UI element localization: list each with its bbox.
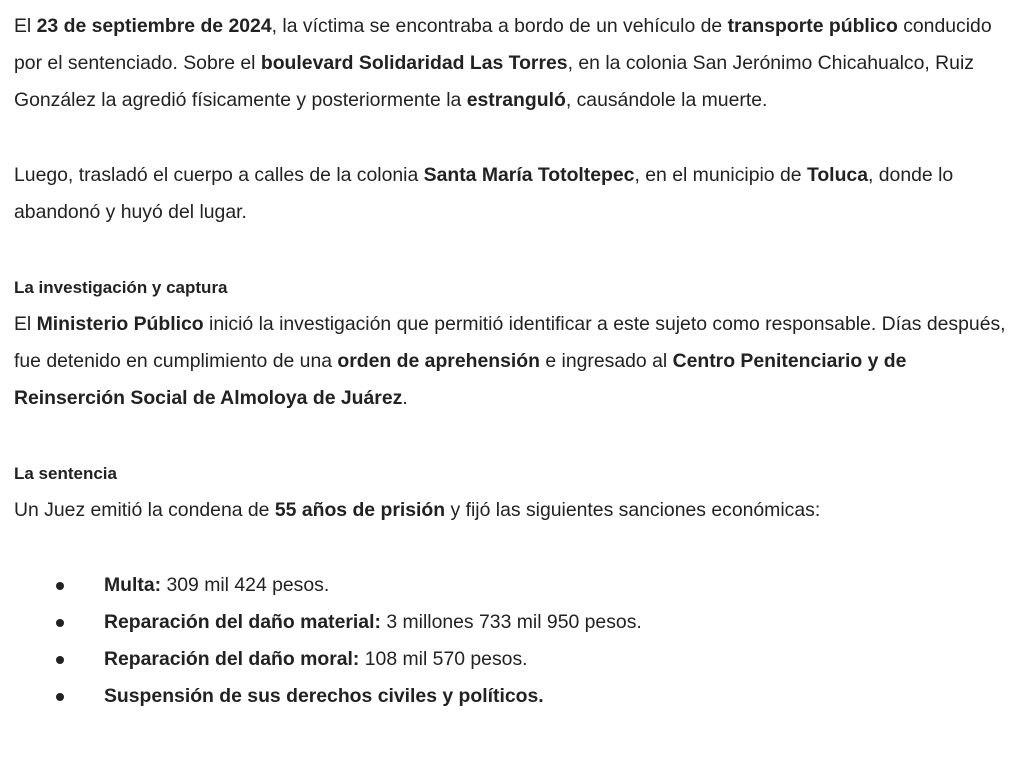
- text: Un Juez emitió la condena de: [14, 499, 275, 521]
- item-label: Suspensión de sus derechos civiles y políticos.: [104, 685, 544, 707]
- paragraph-body-disposal: [14, 157, 1020, 231]
- item-text: 3 millones 733 mil 950 pesos.: [380, 611, 642, 633]
- location-highlight: Santa María Totoltepec: [423, 164, 635, 186]
- paragraph-investigation: [14, 306, 1020, 417]
- text: , causándole la muerte.: [565, 89, 768, 111]
- article-body: [14, 8, 1020, 715]
- location-highlight: Toluca: [806, 164, 868, 186]
- highlight: Centro Penitenciario y de Reinserción Social de Almoloya de Juárez: [14, 350, 907, 409]
- highlight: Ministerio Público: [36, 313, 204, 335]
- text: , la víctima se encontraba a bordo de un vehículo de: [271, 15, 728, 37]
- highlight: estranguló: [466, 89, 566, 111]
- heading-sentence: La sentencia: [14, 464, 117, 483]
- item-label: Reparación del daño material:: [104, 611, 381, 633]
- list-item: [14, 678, 1020, 715]
- text: e ingresado al: [539, 350, 673, 372]
- list-item: [14, 567, 1020, 604]
- text: y fijó las siguientes sanciones económicas:: [445, 499, 821, 521]
- text: , en la colonia San Jerónimo Chicahualco, Ruiz González la agredió físicamente y posteriormente la: [14, 52, 974, 111]
- bullet-icon: [56, 693, 64, 701]
- text: El: [14, 15, 37, 37]
- text: conducido por el sentenciado. Sobre el: [14, 15, 992, 74]
- item-text: 309 mil 424 pesos.: [161, 574, 330, 596]
- bullet-icon: [56, 619, 64, 627]
- highlight: 55 años de prisión: [274, 499, 446, 521]
- paragraph-sentence: [14, 492, 1020, 529]
- highlight: transporte público: [727, 15, 898, 37]
- bullet-icon: [56, 582, 64, 590]
- item-text: 108 mil 570 pesos.: [359, 648, 528, 670]
- text: El: [14, 313, 37, 335]
- text: .: [402, 387, 408, 409]
- sanctions-list: [14, 567, 1020, 715]
- paragraph-crime-details: [14, 8, 1020, 119]
- list-item: [14, 641, 1020, 678]
- heading-investigation: La investigación y captura: [14, 278, 228, 297]
- text: inició la investigación que permitió identificar a este sujeto como responsable. Días después, fue detenido en cumplimiento de una: [14, 313, 1006, 372]
- item-label: Reparación del daño moral:: [104, 648, 360, 670]
- text: Luego, trasladó el cuerpo a calles de la colonia: [14, 164, 424, 186]
- list-item: [14, 604, 1020, 641]
- text: , en el municipio de: [634, 164, 807, 186]
- highlight: orden de aprehensión: [337, 350, 540, 372]
- text: , donde lo abandonó y huyó del lugar.: [14, 164, 954, 223]
- item-label: Multa:: [104, 574, 162, 596]
- date-highlight: 23 de septiembre de 2024: [36, 15, 272, 37]
- bullet-icon: [56, 656, 64, 664]
- location-highlight: boulevard Solidaridad Las Torres: [260, 52, 568, 74]
